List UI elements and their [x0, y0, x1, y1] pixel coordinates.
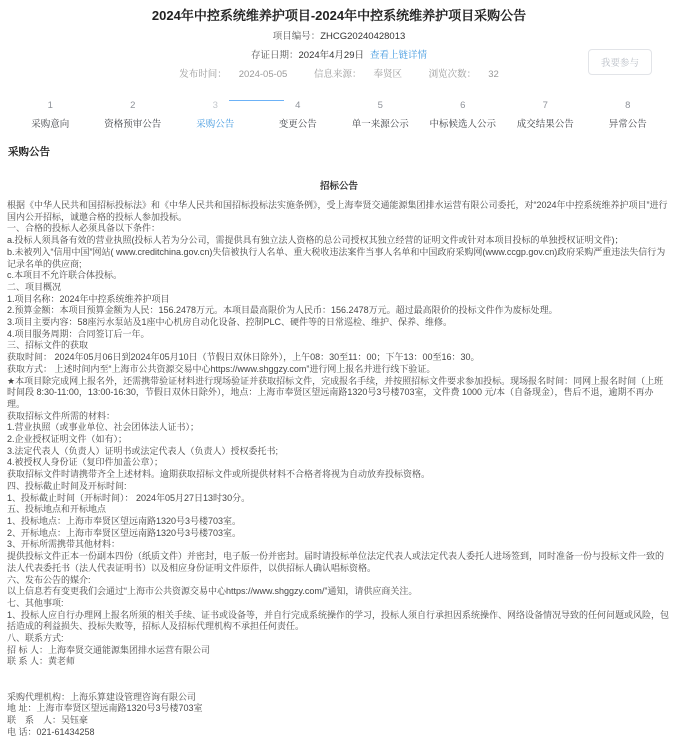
- page-header: [7, 0, 671, 81]
- stepper-step-成交结果公告[interactable]: [504, 95, 587, 131]
- notice-paragraph: [7, 680, 671, 692]
- notice-paragraph: 八、联系方式:: [7, 633, 64, 644]
- info-source: 信息来源： 奉贤区: [314, 69, 403, 80]
- step-number: 3: [212, 100, 218, 111]
- notice-body: [7, 200, 671, 738]
- stepper-step-单一来源公示[interactable]: [339, 95, 422, 131]
- step-label: 采购公告: [196, 119, 235, 130]
- notice-paragraph: 4.项目服务周期：合同签订后一年。: [7, 328, 150, 339]
- notice-paragraph: 电 话：021-61434258: [7, 726, 95, 737]
- stepper-step-资格预审公告[interactable]: [92, 95, 175, 131]
- step-label: 成交结果公告: [516, 119, 574, 130]
- step-label: 采购意向: [31, 119, 70, 130]
- section-title: 采购公告: [8, 146, 50, 158]
- notice-paragraph: 以上信息若有变更我们会通过“上海市公共资源交易中心https://www.shggzy.com/”通知，请供应商关注。: [7, 586, 418, 597]
- notice-paragraph: 联 系 人：黄老师: [7, 656, 76, 667]
- project-number-label: 项目编号：: [272, 31, 321, 42]
- notice-paragraph: 根据《中华人民共和国招标投标法》和《中华人民共和国招标投标法实施条例》，受上海奉贤交通能源集团排水运营有限公司委托，对“2024年中控系统维养护项目”进行国内公开招标，诚邀合格的投标人参加投标。: [7, 200, 668, 222]
- notice-paragraph: ★本项目除完成网上报名外，还需携带验证材料进行现场验证并获取招标文件，完成报名手续，并按照招标文件要求参加投标。现场报名时间：同网上报名时间（上班时间段 8:30-11:00，13:00-16:30，节假日双休日除外），地点：上海市奉贤区望远南路1320号3号楼703室，文件费 1000 元/本（自备现金），售后不退，逾期不再办理。: [7, 375, 664, 409]
- notice-title: 招标公告: [319, 181, 358, 192]
- notice-paragraph: 联 系 人：吴钰豪: [7, 714, 89, 725]
- stepper-step-异常公告[interactable]: [587, 95, 670, 131]
- cert-date-row: [7, 50, 671, 62]
- step-label: 变更公告: [278, 119, 317, 130]
- notice-paragraph: 获取招标文件时请携带齐全上述材料。逾期获取招标文件或所提供材料不合格者将视为自动放弃投标资格。: [7, 469, 431, 480]
- notice-paragraph: 3.项目主要内容：58座污水泵站及1座中心机房自动化设备、控制PLC、硬件等的日常巡检、维护、保养、维修。: [7, 317, 453, 328]
- notice-paragraph: 二、项目概况: [7, 281, 62, 292]
- notice-paragraph: 1、投标地点：上海市奉贤区望远南路1320号3号楼703室。: [7, 515, 242, 526]
- step-label: 中标候选人公示: [429, 119, 496, 130]
- step-number: 7: [542, 100, 548, 111]
- step-number: 2: [130, 100, 136, 111]
- notice-paragraph: 五、投标地点和开标地点: [7, 504, 107, 515]
- notice-paragraph: [7, 668, 671, 680]
- notice-paragraph: 4.被授权人身份证（复印件加盖公章）；: [7, 457, 164, 468]
- step-label: 异常公告: [608, 119, 647, 130]
- step-label: 单一来源公示: [351, 119, 409, 130]
- participate-button[interactable]: 我要参与: [588, 49, 652, 75]
- notice-paragraph: 2、开标地点：上海市奉贤区望远南路1320号3号楼703室。: [7, 527, 242, 538]
- step-label: 资格预审公告: [104, 119, 162, 130]
- notice-paragraph: b.未被列入“信用中国”网站( www.creditchina.gov.cn)失信被执行人名单、重大税收违法案件当事人名单和中国政府采购网(www.ccgp.gov.cn)政府采购严重违法失信行为记录名单的供应商;: [7, 246, 666, 269]
- cert-date-value: 2024年4月29日: [298, 50, 364, 61]
- step-number: 5: [377, 100, 383, 111]
- stepper-step-中标候选人公示[interactable]: [422, 95, 505, 131]
- notice-paragraph: 3.法定代表人（负责人）证明书或法定代表人（负责人）授权委托书;: [7, 445, 279, 456]
- notice-paragraph: 1、投标人应自行办理网上报名所须的相关手续、证书或设备等，并自行完成系统操作的学习，投标人须自行承担因系统操作、网络设备情况导致的任何问题或风险，包括造成的利益损失、投标失败等，招标人及招标代理机构不承担任何责任。: [7, 609, 670, 632]
- stepper-step-采购意向[interactable]: [9, 95, 92, 131]
- notice-paragraph: c.本项目不允许联合体投标。: [7, 270, 123, 281]
- notice-paragraph: 1.营业执照（或事业单位、社会团体法人证书）；: [7, 422, 200, 433]
- notice-paragraph: 三、招标文件的获取: [7, 340, 89, 351]
- publish-info-row: [7, 69, 671, 81]
- stepper-step-变更公告[interactable]: [257, 95, 340, 131]
- stepper-step-采购公告[interactable]: [174, 95, 257, 131]
- view-chain-link[interactable]: 查看上链详情: [369, 50, 427, 61]
- view-count: 浏览次数： 32: [428, 69, 499, 80]
- notice-paragraph: 四、投标截止时间及开标时间:: [7, 480, 127, 491]
- notice-paragraph: 六、发布公告的媒介:: [7, 574, 91, 585]
- page-title: 2024年中控系统维养护项目-2024年中控系统维养护项目采购公告: [151, 8, 527, 23]
- project-number-row: [7, 31, 671, 43]
- step-number: 6: [460, 100, 466, 111]
- step-number: 8: [625, 100, 631, 111]
- notice-paragraph: 1.项目名称：2024年中控系统维养护项目: [7, 293, 170, 304]
- step-number: 4: [295, 100, 301, 111]
- notice-paragraph: 地 址：上海市奉贤区望远南路1320号3号楼703室: [7, 703, 203, 714]
- publish-time: 发布时间： 2024-05-05: [179, 69, 288, 80]
- notice-paragraph: 2.预算金额：本项目预算金额为人民：156.2478万元。本项目最高限价为人民币：156.2478万元。超过最高限价的投标文件作为废标处理。: [7, 305, 558, 316]
- notice-paragraph: 3、开标所需携带其他材料：: [7, 539, 121, 550]
- project-number-value: ZHCG20240428013: [320, 31, 406, 42]
- notice-paragraph: 采购代理机构：上海乐算建设管理咨询有限公司: [7, 691, 197, 702]
- cert-date-label: 存证日期：: [250, 50, 299, 61]
- notice-paragraph: 2.企业授权证明文件（如有）；: [7, 434, 128, 445]
- notice-paragraph: 一、合格的投标人必须具备以下条件：: [7, 223, 161, 234]
- announcement-stepper: [9, 95, 669, 131]
- notice-paragraph: 提供投标文件正本一份副本四份（纸质文件）并密封，电子版一份并密封。届时请投标单位法定代表人或法定代表人委托人进场签到，同时准备一份与投标文件一致的法人代表委托书（法人代表证明书）以及相应身份证明文件原件，以供招标人确认唱标资格。: [7, 551, 665, 573]
- notice-paragraph: 招 标 人：上海奉贤交通能源集团排水运营有限公司: [7, 644, 211, 655]
- notice-paragraph: 获取招标文件所需的材料：: [7, 410, 116, 421]
- notice-paragraph: a.投标人须具备有效的营业执照(投标人若为分公司，需提供具有独立法人资格的总公司授权其独立经营的证明文件或针对本项目投标的单独授权证明文件)；: [7, 235, 624, 246]
- step-number: 1: [47, 100, 53, 111]
- notice-paragraph: 获取时间： 2024年05月06日到2024年05月10日（节假日双休日除外），上午08：30至11：00；下午13：00至16：30。: [7, 352, 480, 363]
- notice-paragraph: 1、投标截止时间（开标时间）： 2024年05月27日13时30分。: [7, 492, 251, 503]
- notice-paragraph: 获取方式： 上述时间内至“上海市公共资源交易中心https://www.shggzy.com”进行网上报名并进行线下验证。: [7, 363, 436, 374]
- notice-paragraph: 七、其他事项:: [7, 597, 64, 608]
